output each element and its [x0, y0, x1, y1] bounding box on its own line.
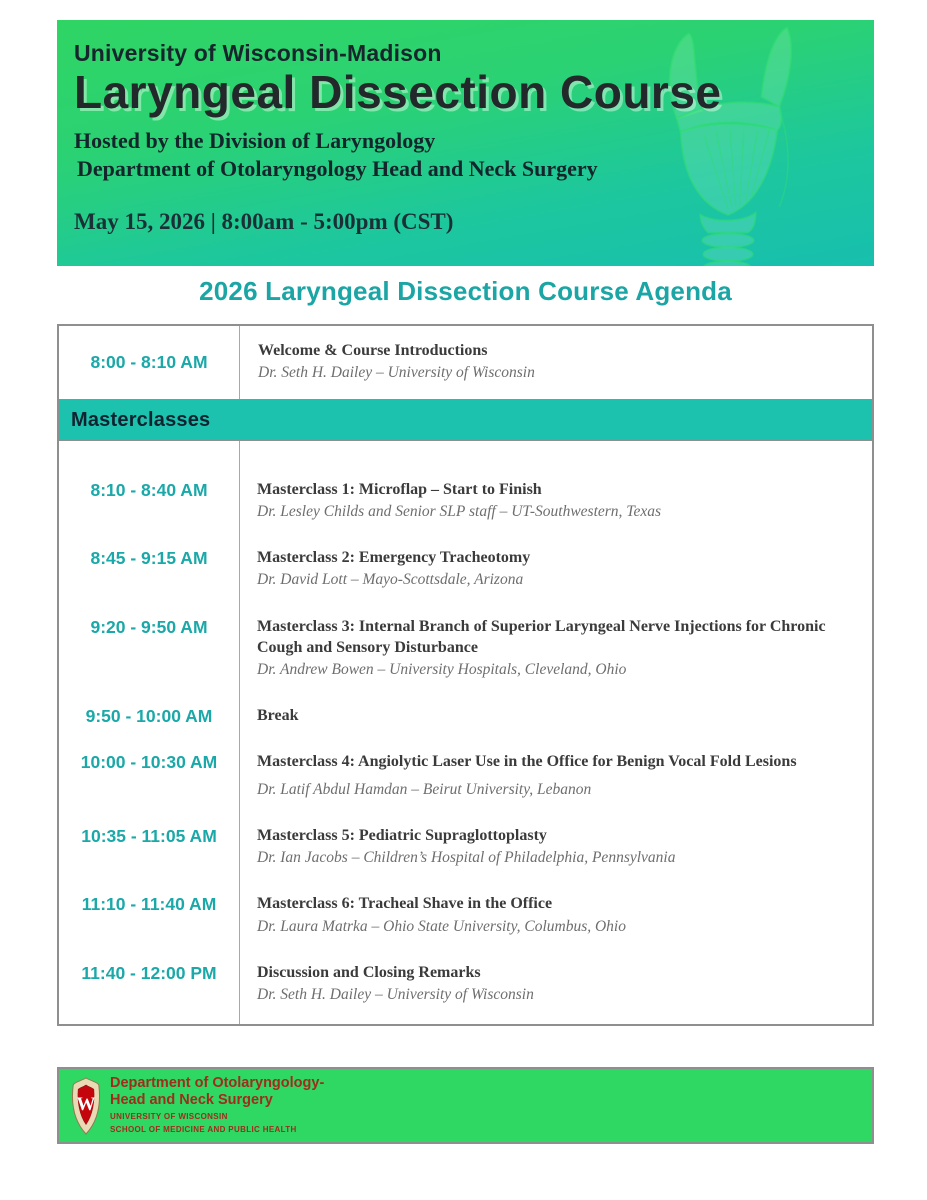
item-time: 8:10 - 8:40 AM: [90, 480, 208, 500]
intro-title: Welcome & Course Introductions: [258, 342, 488, 359]
uw-crest-logo-icon: [71, 1077, 101, 1135]
item-time: 11:10 - 11:40 AM: [81, 894, 217, 915]
footer-band: [57, 1067, 874, 1144]
hosted-by-line: Hosted by the Division of Laryngology: [74, 127, 436, 153]
item-title: Masterclass 5: Pediatric Supraglottoplasty: [257, 827, 547, 845]
item-presenter: Dr. Latif Abdul Hamdan – Beirut University, Lebanon: [257, 781, 592, 799]
item-time: 10:00 - 10:30 AM: [80, 751, 218, 772]
item-title: Masterclass 3: Internal Branch of Superior Laryngeal Nerve Injections for Chronic Cough and Sensory Disturbance: [257, 617, 826, 656]
agenda-item-1: [59, 479, 872, 547]
item-presenter: Dr. Seth H. Dailey – University of Wisconsin: [257, 985, 534, 1003]
item-time: 11:40 - 12:00 PM: [81, 962, 217, 983]
agenda-heading: 2026 Laryngeal Dissection Course Agenda: [199, 276, 732, 306]
item-title: Masterclass 2: Emergency Tracheotomy: [257, 549, 531, 567]
agenda-item-3: [59, 616, 872, 705]
item-presenter: Dr. Laura Matrka – Ohio State University, Columbus, Ohio: [257, 917, 626, 935]
item-content: [239, 893, 872, 961]
item-presenter: Dr. Lesley Childs and Senior SLP staff – UT-Southwestern, Texas: [257, 503, 662, 521]
footer-org-line2: SCHOOL OF MEDICINE AND PUBLIC HEALTH: [110, 1124, 297, 1134]
item-presenter: Dr. Ian Jacobs – Children’s Hospital of Philadelphia, Pennsylvania: [257, 849, 676, 867]
item-content: [239, 616, 872, 705]
item-title: Discussion and Closing Remarks: [257, 963, 481, 981]
item-content: [239, 751, 872, 825]
header-text-block: [57, 20, 874, 235]
item-title: Masterclass 1: Microflap – Start to Finish: [257, 481, 542, 498]
item-time: 10:35 - 11:05 AM: [81, 826, 217, 847]
department-line: Department of Otolaryngology Head and Neck Surgery: [77, 155, 598, 181]
item-time: 9:50 - 10:00 AM: [85, 705, 213, 726]
agenda-table: [57, 324, 874, 1026]
item-presenter: Dr. David Lott – Mayo-Scottsdale, Arizona: [257, 571, 524, 589]
item-time: 8:45 - 9:15 AM: [90, 548, 208, 569]
university-name: University of Wisconsin-Madison: [74, 40, 442, 66]
footer-text-block: [110, 1075, 324, 1136]
intro-time: 8:00 - 8:10 AM: [90, 352, 208, 372]
item-content: [239, 547, 872, 615]
intro-content: [239, 326, 872, 399]
item-content: [239, 479, 872, 547]
item-title: Masterclass 4: Angiolytic Laser Use in the Office for Benign Vocal Fold Lesions: [257, 752, 797, 770]
date-time-line: May 15, 2026 | 8:00am - 5:00pm (CST): [74, 208, 454, 234]
agenda-item-6: [59, 893, 872, 961]
item-time: 9:20 - 9:50 AM: [90, 616, 208, 637]
masterclasses-section-header: Masterclasses: [59, 399, 872, 441]
column-divider: [239, 441, 240, 1024]
intro-presenter: Dr. Seth H. Dailey – University of Wisconsin: [258, 364, 535, 382]
agenda-item-4: [59, 751, 872, 825]
item-content: [239, 962, 872, 1024]
agenda-item-break: [59, 705, 872, 751]
footer-dept-line2: Head and Neck Surgery: [110, 1091, 273, 1108]
agenda-item-2: [59, 547, 872, 615]
item-title: Masterclass 6: Tracheal Shave in the Office: [257, 895, 553, 913]
agenda-intro-row: [59, 326, 872, 399]
svg-text:W: W: [76, 1093, 96, 1115]
item-title: Break: [257, 706, 299, 724]
item-content: [239, 825, 872, 893]
agenda-item-5: [59, 825, 872, 893]
header-banner: [57, 20, 874, 266]
item-presenter: Dr. Andrew Bowen – University Hospitals, Cleveland, Ohio: [257, 660, 627, 678]
course-title: Laryngeal Dissection Course: [74, 66, 722, 118]
footer-org-line1: UNIVERSITY OF WISCONSIN: [110, 1112, 228, 1122]
agenda-body: [59, 441, 872, 1024]
item-content: [239, 705, 872, 751]
footer-dept-line1: Department of Otolaryngology-: [110, 1074, 325, 1091]
agenda-item-closing: [59, 962, 872, 1024]
